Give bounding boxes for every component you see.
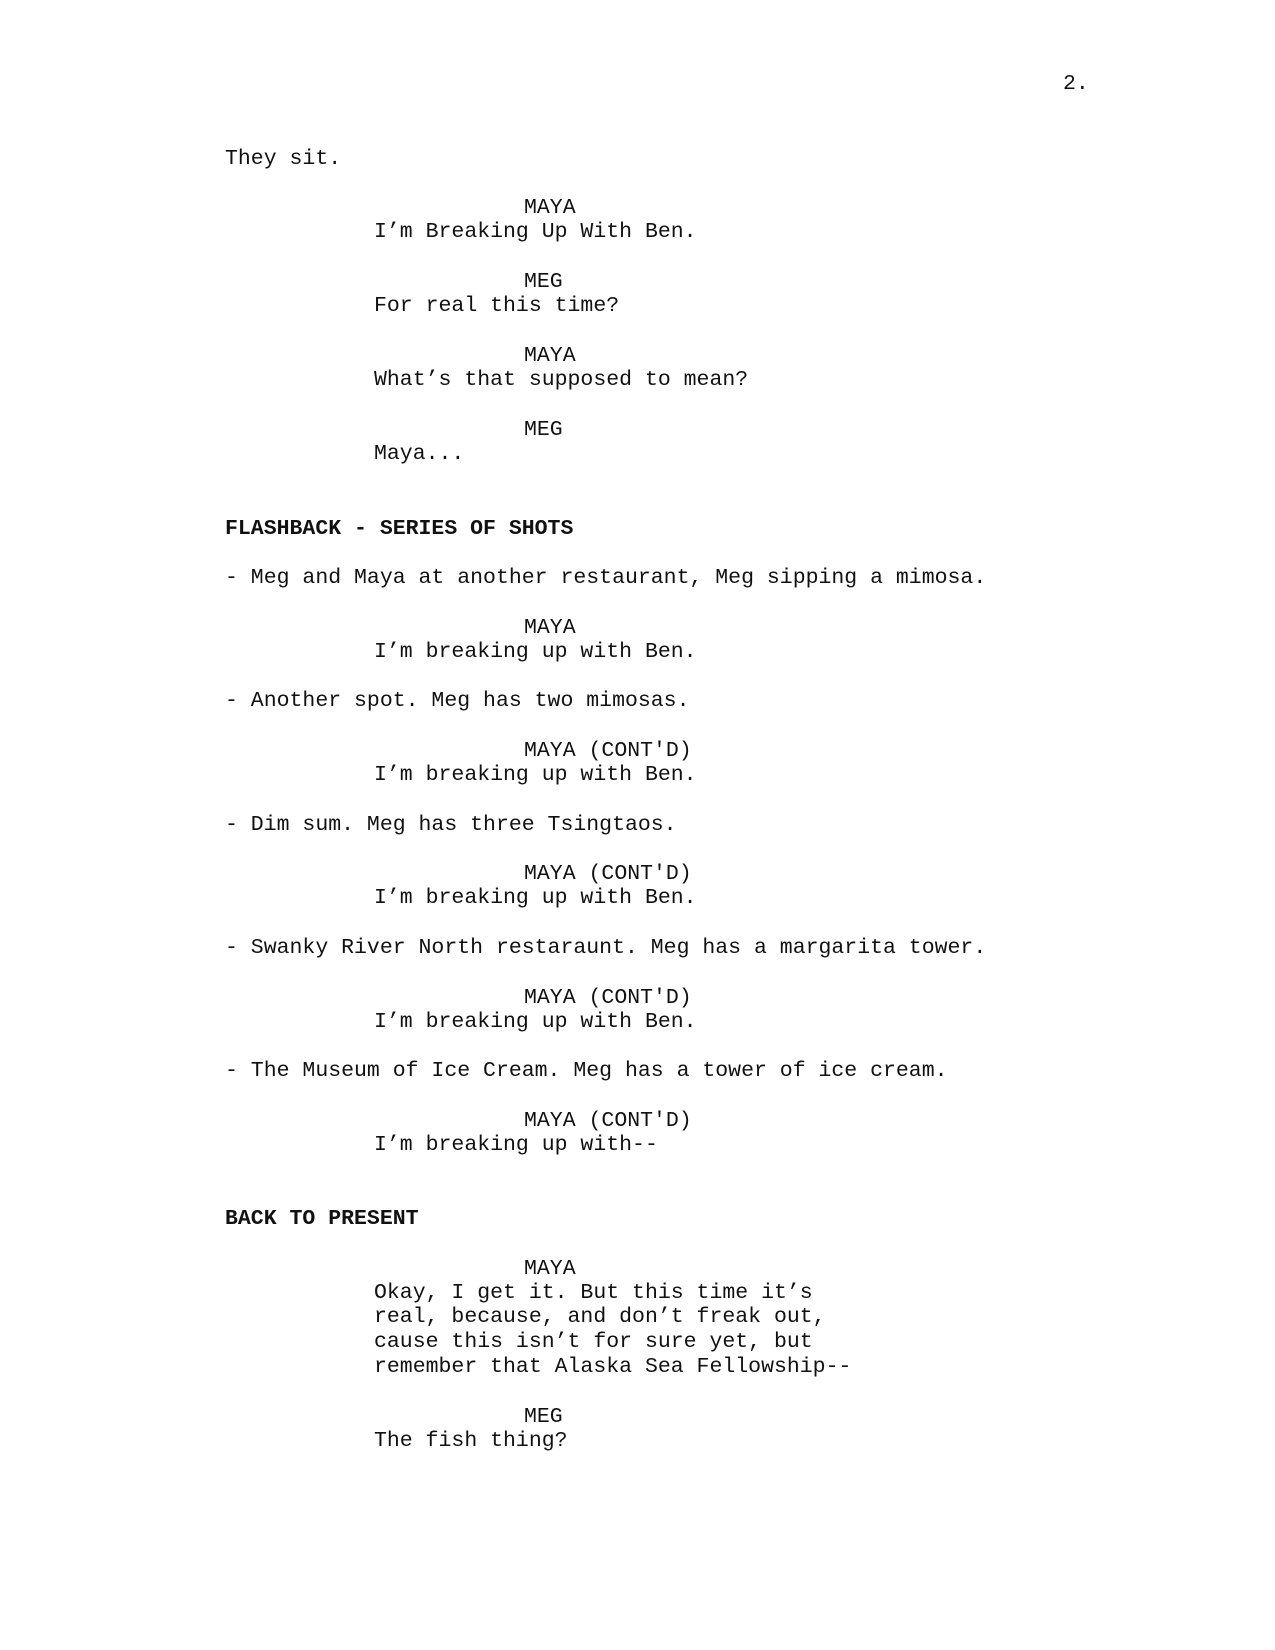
scene-heading: FLASHBACK - SERIES OF SHOTS [225, 517, 574, 541]
action-line: - Another spot. Meg has two mimosas. [225, 689, 690, 713]
character-name: MAYA (CONT'D) [524, 986, 692, 1010]
action-line: - Swanky River North restaraunt. Meg has a margarita tower. [225, 936, 987, 960]
dialogue-line: Maya... [374, 442, 465, 466]
action-line: - The Museum of Ice Cream. Meg has a tower of ice cream. [225, 1059, 948, 1083]
character-name: MEG [524, 270, 563, 294]
character-name: MAYA [524, 344, 576, 368]
character-name: MAYA [524, 196, 576, 220]
action-line: - Meg and Maya at another restaurant, Meg sipping a mimosa. [225, 566, 987, 590]
dialogue-line: What’s that supposed to mean? [374, 368, 749, 392]
character-name: MEG [524, 1405, 563, 1429]
dialogue-line: I’m breaking up with Ben. [374, 886, 697, 910]
dialogue-line: I’m breaking up with Ben. [374, 1010, 697, 1034]
dialogue-line: Okay, I get it. But this time it’s [374, 1281, 813, 1305]
character-name: MAYA (CONT'D) [524, 739, 692, 763]
dialogue-line: I’m Breaking Up With Ben. [374, 220, 697, 244]
dialogue-line: I’m breaking up with Ben. [374, 763, 697, 787]
action-line: - Dim sum. Meg has three Tsingtaos. [225, 813, 677, 837]
dialogue-line: remember that Alaska Sea Fellowship-- [374, 1355, 852, 1379]
action-line: They sit. [225, 147, 342, 171]
dialogue-line: I’m breaking up with Ben. [374, 640, 697, 664]
character-name: MAYA (CONT'D) [524, 1109, 692, 1133]
dialogue-line: The fish thing? [374, 1429, 568, 1453]
dialogue-line: I’m breaking up with-- [374, 1133, 658, 1157]
character-name: MEG [524, 418, 563, 442]
dialogue-line: cause this isn’t for sure yet, but [374, 1330, 813, 1354]
character-name: MAYA [524, 1257, 576, 1281]
character-name: MAYA [524, 616, 576, 640]
page-number: 2. [1063, 72, 1089, 96]
scene-heading: BACK TO PRESENT [225, 1207, 419, 1231]
character-name: MAYA (CONT'D) [524, 862, 692, 886]
dialogue-line: real, because, and don’t freak out, [374, 1305, 826, 1329]
dialogue-line: For real this time? [374, 294, 620, 318]
